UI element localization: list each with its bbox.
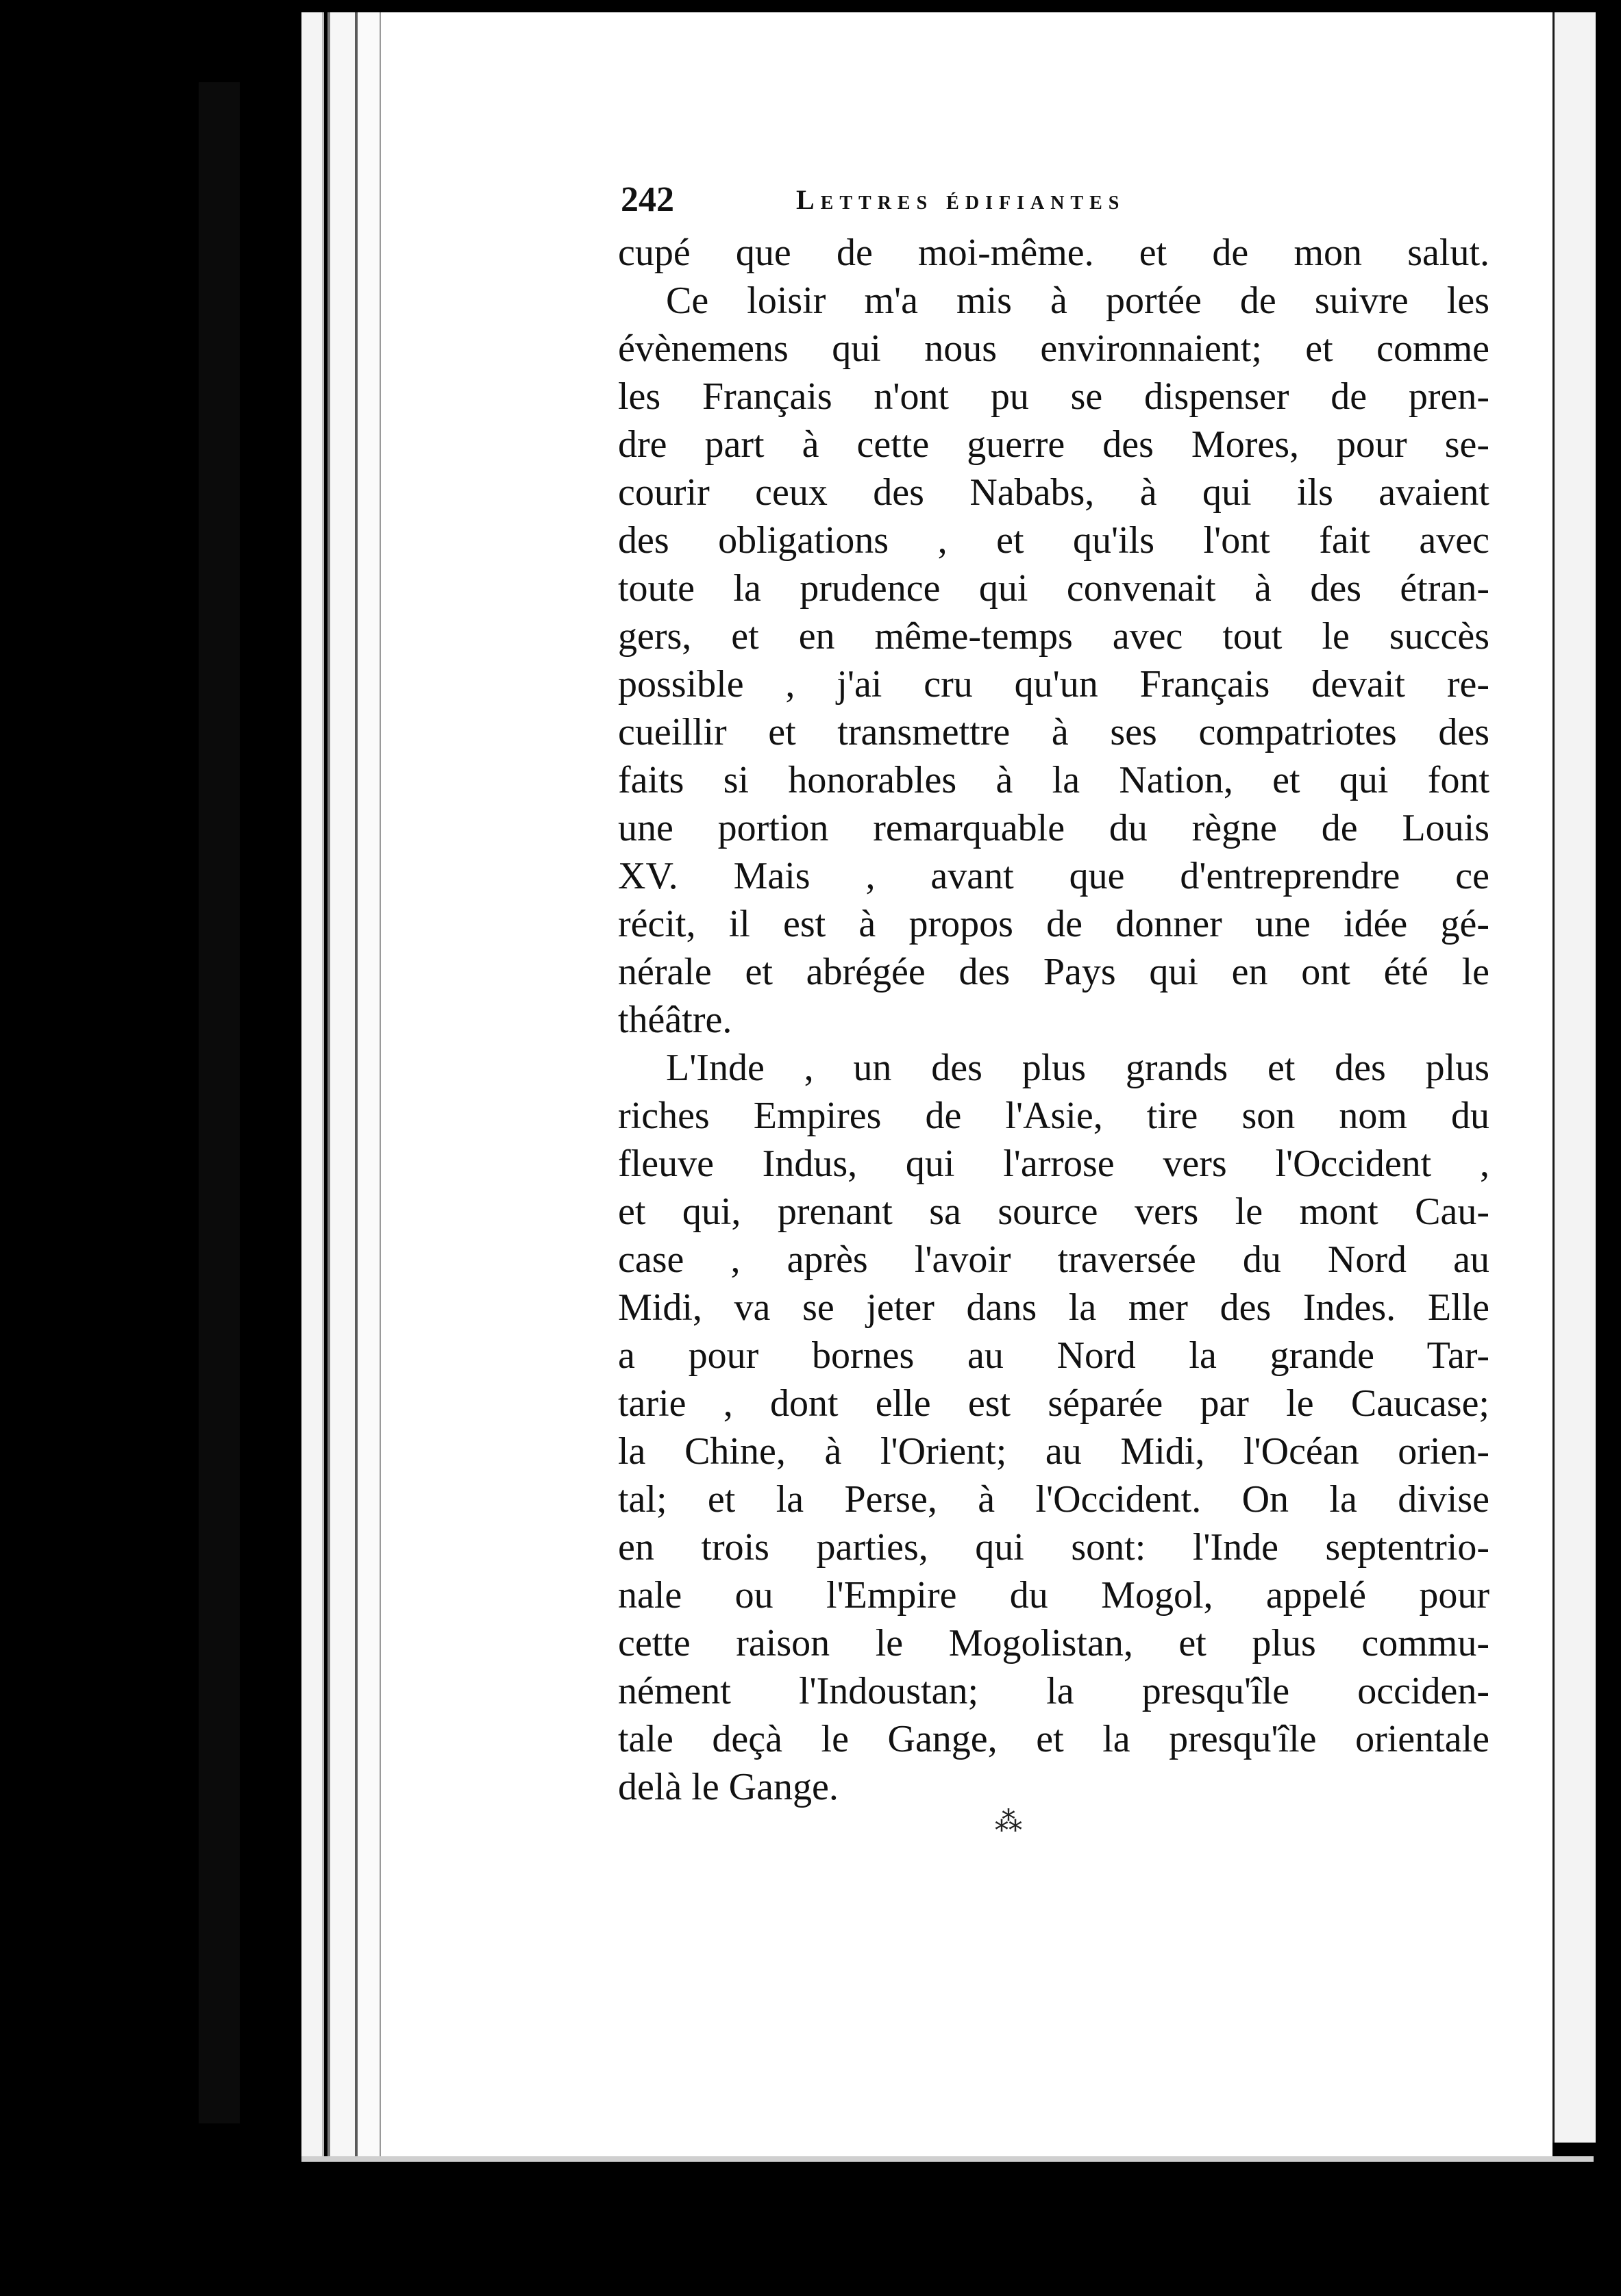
text-line: en trois parties, qui sont: l'Inde septentrio- (618, 1526, 1489, 1569)
text-line: cette raison le Mogolistan, et plus commu- (618, 1622, 1489, 1664)
text-line: courir ceux des Nababs, à qui ils avaient (618, 471, 1489, 514)
text-line: une portion remarquable du règne de Louis (618, 807, 1489, 849)
text-line: a pour bornes au Nord la grande Tar- (618, 1334, 1489, 1377)
running-title: Lettres édifiantes (796, 184, 1126, 215)
page-edge (301, 12, 324, 2156)
text-line: tale deçà le Gange, et la presqu'île orientale (618, 1718, 1489, 1760)
text-line: toute la prudence qui convenait à des étran- (618, 567, 1489, 610)
text-line: Midi, va se jeter dans la mer des Indes. Elle (618, 1286, 1489, 1329)
text-line: dre part à cette guerre des Mores, pour se- (618, 423, 1489, 466)
text-line: possible , j'ai cru qu'un Français devait re- (618, 663, 1489, 706)
text-line: gers, et en même-temps avec tout le succès (618, 615, 1489, 658)
binding-shadow (199, 82, 240, 2123)
page-bottom-edge (301, 2156, 1594, 2162)
text-line: case , après l'avoir traversée du Nord au (618, 1238, 1489, 1281)
text-line: récit, il est à propos de donner une idée gé- (618, 903, 1489, 945)
text-line: nale ou l'Empire du Mogol, appelé pour (618, 1574, 1489, 1617)
text-line: nérale et abrégée des Pays qui en ont été le (618, 951, 1489, 993)
text-line: des obligations , et qu'ils l'ont fait avec (618, 519, 1489, 562)
text-line: nément l'Indoustan; la presqu'île occiden- (618, 1670, 1489, 1712)
page-edge (327, 12, 358, 2156)
text-line: XV. Mais , avant que d'entreprendre ce (618, 855, 1489, 897)
text-line: tal; et la Perse, à l'Occident. On la divise (618, 1478, 1489, 1521)
text-line: cupé que de moi-même. et de mon salut. (618, 232, 1489, 274)
text-line: Ce loisir m'a mis à portée de suivre les (666, 279, 1489, 322)
text-line: riches Empires de l'Asie, tire son nom du (618, 1095, 1489, 1137)
text-line: fleuve Indus, qui l'arrose vers l'Occident , (618, 1143, 1489, 1185)
page-edge (358, 12, 382, 2156)
text-line: théâtre. (618, 999, 732, 1041)
running-header (621, 179, 1487, 221)
text-line: cueillir et transmettre à ses compatriotes des (618, 711, 1489, 753)
text-line: L'Inde , un des plus grands et des plus (666, 1047, 1489, 1089)
text-line: évènemens qui nous environnaient; et comme (618, 327, 1489, 370)
facing-page-edge (1552, 12, 1596, 2143)
text-line: faits si honorables à la Nation, et qui font (618, 759, 1489, 801)
body-text (618, 229, 1489, 1811)
text-line: et qui, prenant sa source vers le mont Cau- (618, 1190, 1489, 1233)
text-line: la Chine, à l'Orient; au Midi, l'Océan orien- (618, 1430, 1489, 1473)
ink-speck: ⁂ (995, 1806, 1022, 1837)
text-line: les Français n'ont pu se dispenser de pren- (618, 375, 1489, 418)
text-line: delà le Gange. (618, 1766, 839, 1808)
page-number: 242 (621, 180, 674, 219)
text-line: tarie , dont elle est séparée par le Caucase; (618, 1382, 1489, 1425)
